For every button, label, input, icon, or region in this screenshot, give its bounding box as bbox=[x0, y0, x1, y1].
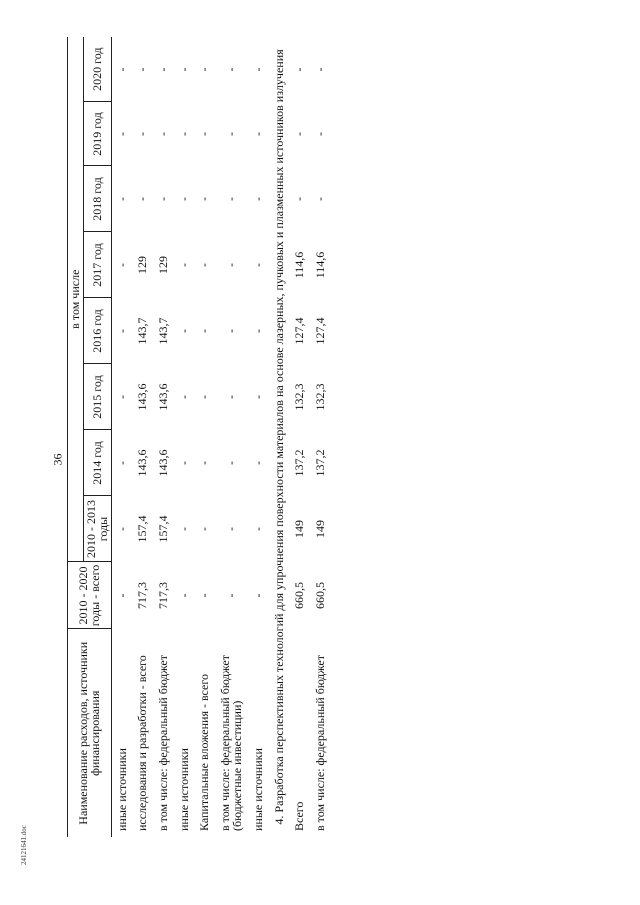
cell-value: - bbox=[114, 395, 129, 399]
cell-value: - bbox=[135, 67, 150, 72]
cell-value: 114,6 bbox=[312, 251, 327, 279]
cell-value: - bbox=[176, 67, 191, 72]
cell-value: - bbox=[292, 197, 307, 201]
cell-value: - bbox=[224, 132, 239, 136]
table-row bbox=[132, 37, 153, 837]
cell-value: 129 bbox=[135, 256, 150, 274]
cell-value: - bbox=[224, 461, 239, 465]
cell-value: 149 bbox=[292, 520, 307, 538]
cell-value: 717,3 bbox=[135, 582, 150, 609]
cell-value: - bbox=[114, 461, 129, 465]
table-row bbox=[310, 37, 331, 837]
cell-value: 127,4 bbox=[292, 317, 307, 345]
table-row bbox=[194, 37, 215, 837]
cell-value: - bbox=[224, 593, 239, 598]
cell-value: 143,6 bbox=[135, 383, 150, 411]
cell-value: - bbox=[250, 132, 265, 136]
table-row bbox=[153, 37, 174, 837]
row-label: в том числе: федеральный бюджет (бюджетные инвестиции) bbox=[217, 655, 245, 831]
row-label: иные источники bbox=[176, 748, 191, 831]
cell-value: - bbox=[114, 197, 129, 201]
cell-value: 132,3 bbox=[292, 383, 307, 411]
cell-value: - bbox=[176, 593, 191, 598]
row-label: иные источники bbox=[114, 748, 129, 831]
cell-value: 114,6 bbox=[292, 251, 307, 279]
table-row bbox=[215, 37, 248, 837]
cell-value: 137,2 bbox=[292, 449, 307, 477]
cell-value: - bbox=[135, 197, 150, 201]
cell-value: - bbox=[312, 197, 327, 201]
cell-value: - bbox=[176, 263, 191, 267]
cell-value: - bbox=[197, 132, 212, 136]
cell-value: 132,3 bbox=[312, 383, 327, 411]
rotated-table-block bbox=[67, 37, 327, 837]
budget-table bbox=[67, 37, 330, 837]
cell-value: - bbox=[250, 67, 265, 72]
cell-value: - bbox=[197, 263, 212, 267]
cell-value: 157,4 bbox=[155, 515, 170, 543]
cell-value: - bbox=[250, 329, 265, 333]
header-total-column: 2010 - 2020 годы - всего bbox=[68, 562, 112, 629]
header-year: 2019 год bbox=[83, 102, 111, 166]
header-year: 2010 - 2013 годы bbox=[83, 496, 111, 562]
cell-value: 129 bbox=[155, 256, 170, 274]
cell-value: - bbox=[224, 67, 239, 72]
cell-value: - bbox=[250, 197, 265, 201]
row-label: в том числе: федеральный бюджет bbox=[155, 655, 170, 831]
cell-value: - bbox=[176, 197, 191, 201]
section-title: 4. Разработка перспективных технологий для упрочнения поверхности материалов на основе лазерных, пучковых и плазменных источников излучения bbox=[271, 49, 286, 825]
cell-value: - bbox=[114, 67, 129, 72]
cell-value: 143,7 bbox=[135, 317, 150, 345]
cell-value: - bbox=[135, 132, 150, 136]
cell-value: - bbox=[197, 527, 212, 531]
cell-value: 660,5 bbox=[292, 582, 307, 609]
header-year: 2015 год bbox=[83, 364, 111, 430]
cell-value: - bbox=[197, 197, 212, 201]
table-row bbox=[174, 37, 195, 837]
row-label: исследования и разработки - всего bbox=[135, 655, 150, 831]
table-row bbox=[289, 37, 310, 837]
cell-value: 149 bbox=[312, 520, 327, 538]
cell-value: - bbox=[197, 461, 212, 465]
cell-value: 137,2 bbox=[312, 449, 327, 477]
cell-value: - bbox=[114, 329, 129, 333]
row-label: иные источники bbox=[250, 748, 265, 831]
cell-value: - bbox=[176, 132, 191, 136]
cell-value: 157,4 bbox=[135, 515, 150, 543]
cell-value: - bbox=[114, 132, 129, 136]
cell-value: 717,3 bbox=[155, 582, 170, 609]
footer-filename: 24121641.doc bbox=[20, 825, 28, 865]
table-row bbox=[111, 37, 132, 837]
section-row bbox=[269, 37, 290, 837]
cell-value: - bbox=[197, 329, 212, 333]
cell-value: - bbox=[176, 527, 191, 531]
cell-value: - bbox=[114, 263, 129, 267]
cell-value: - bbox=[250, 263, 265, 267]
cell-value: - bbox=[197, 395, 212, 399]
page-number: 36 bbox=[50, 453, 65, 466]
cell-value: - bbox=[292, 67, 307, 72]
cell-value: 143,6 bbox=[155, 449, 170, 477]
cell-value: - bbox=[312, 132, 327, 136]
table-body-2 bbox=[289, 37, 330, 837]
cell-value: - bbox=[250, 461, 265, 465]
cell-value: - bbox=[155, 197, 170, 201]
cell-value: - bbox=[197, 67, 212, 72]
cell-value: 127,4 bbox=[312, 317, 327, 345]
cell-value: - bbox=[176, 461, 191, 465]
cell-value: - bbox=[176, 395, 191, 399]
cell-value: - bbox=[224, 527, 239, 531]
table-body-1 bbox=[111, 37, 268, 837]
row-label: в том числе: федеральный бюджет bbox=[312, 655, 327, 831]
header-year: 2018 год bbox=[83, 166, 111, 232]
cell-value: - bbox=[224, 263, 239, 267]
cell-value: - bbox=[224, 197, 239, 201]
cell-value: 143,6 bbox=[135, 449, 150, 477]
cell-value: - bbox=[155, 67, 170, 72]
cell-value: - bbox=[250, 395, 265, 399]
cell-value: - bbox=[197, 593, 212, 598]
cell-value: - bbox=[114, 527, 129, 531]
cell-value: - bbox=[176, 329, 191, 333]
cell-value: - bbox=[224, 329, 239, 333]
header-group: в том числе bbox=[68, 37, 84, 562]
row-label: Всего bbox=[292, 801, 307, 831]
table-row bbox=[248, 37, 269, 837]
cell-value: - bbox=[114, 593, 129, 598]
cell-value: - bbox=[292, 132, 307, 136]
cell-value: - bbox=[155, 132, 170, 136]
header-year: 2016 год bbox=[83, 298, 111, 364]
cell-value: 660,5 bbox=[312, 582, 327, 609]
header-name-column: Наименование расходов, источники финансирования bbox=[68, 629, 112, 837]
cell-value: 143,7 bbox=[155, 317, 170, 345]
row-label: Капитальные вложения - всего bbox=[197, 674, 212, 831]
cell-value: - bbox=[312, 67, 327, 72]
cell-value: - bbox=[224, 395, 239, 399]
cell-value: - bbox=[250, 527, 265, 531]
header-year: 2017 год bbox=[83, 232, 111, 298]
header-year: 2014 год bbox=[83, 430, 111, 496]
header-year: 2020 год bbox=[83, 37, 111, 102]
cell-value: 143,6 bbox=[155, 383, 170, 411]
cell-value: - bbox=[250, 593, 265, 598]
